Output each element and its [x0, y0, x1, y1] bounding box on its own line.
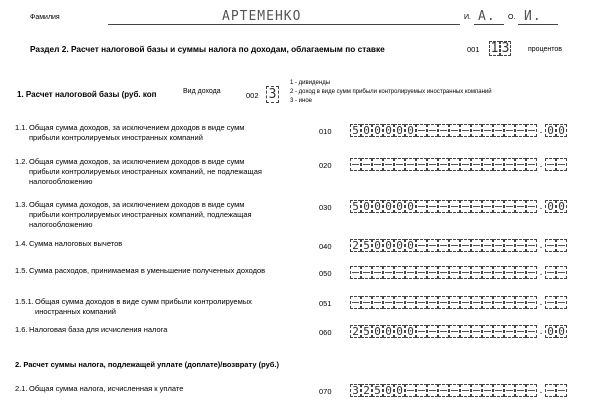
amount-empty-cell[interactable] — [471, 296, 482, 309]
rate-code: 001 — [467, 45, 480, 54]
amount-empty-cell[interactable] — [460, 158, 471, 171]
amount-digit[interactable]: 0 — [383, 200, 394, 213]
row-code: 030 — [319, 203, 332, 212]
amount-cells[interactable] — [350, 200, 567, 213]
income-type-option: 3 - иное — [290, 98, 313, 104]
amount-empty-cell[interactable] — [405, 384, 416, 397]
amount-empty-cell[interactable] — [526, 325, 537, 338]
amount-empty-cell[interactable] — [504, 325, 515, 338]
amount-empty-cell[interactable] — [526, 296, 537, 309]
amount-digit[interactable]: 5 — [372, 384, 383, 397]
amount-empty-cell[interactable] — [504, 200, 515, 213]
amount-digit[interactable]: 0 — [372, 239, 383, 252]
section2-title: Раздел 2. Расчет налоговой базы и суммы налога по доходам, облагаемым по ставке — [30, 44, 385, 54]
row-label: Сумма налоговых вычетов — [29, 239, 123, 248]
amount-empty-cell[interactable] — [350, 296, 361, 309]
amount-cells[interactable] — [350, 239, 567, 252]
amount-digit[interactable]: 2 — [350, 325, 361, 338]
amount-digit[interactable]: 0 — [372, 200, 383, 213]
amount-empty-cell[interactable] — [460, 384, 471, 397]
amount-empty-cell[interactable] — [515, 158, 526, 171]
amount-empty-cell[interactable] — [460, 200, 471, 213]
amount-cells[interactable] — [350, 266, 567, 279]
amount-empty-cell[interactable] — [350, 266, 361, 279]
amount-empty-cell[interactable] — [526, 158, 537, 171]
amount-empty-cell[interactable] — [515, 239, 526, 252]
amount-empty-cell[interactable] — [515, 384, 526, 397]
amount-digit[interactable]: 0 — [383, 384, 394, 397]
amount-empty-cell[interactable] — [504, 124, 515, 137]
amount-empty-cell[interactable] — [482, 384, 493, 397]
decimal-point: . — [539, 240, 543, 251]
amount-empty-cell[interactable] — [361, 296, 372, 309]
fraction-empty-cell[interactable] — [545, 384, 556, 397]
rate-cells[interactable] — [489, 41, 511, 56]
income-type-digit[interactable]: 3 — [266, 86, 279, 103]
amount-empty-cell[interactable] — [361, 158, 372, 171]
amount-digit[interactable]: 0 — [361, 124, 372, 137]
part1-title: 1. Расчет налоговой базы (руб. коп — [17, 90, 157, 99]
amount-empty-cell[interactable] — [471, 325, 482, 338]
fraction-digit[interactable]: 0 — [556, 200, 567, 213]
amount-empty-cell[interactable] — [460, 124, 471, 137]
fraction-digit[interactable]: 0 — [545, 200, 556, 213]
row-label: Общая сумма налога, исчисленная к уплате — [29, 384, 184, 393]
amount-digit[interactable]: 5 — [361, 239, 372, 252]
amount-empty-cell[interactable] — [361, 266, 372, 279]
amount-empty-cell[interactable] — [449, 384, 460, 397]
amount-digit[interactable]: 0 — [394, 200, 405, 213]
fraction-digit[interactable]: 0 — [545, 124, 556, 137]
amount-empty-cell[interactable] — [394, 266, 405, 279]
row-label: Общая сумма доходов, за исключением доходов в виде сумм прибыли контролируемых иностранных компаний, подлежащая налогообложению — [29, 200, 252, 229]
amount-empty-cell[interactable] — [504, 158, 515, 171]
amount-digit[interactable]: 5 — [350, 200, 361, 213]
row-label: Общая сумма доходов, за исключением доходов в виде сумм прибыли контролируемых иностранных компаний — [29, 123, 245, 142]
row-number: 1.3. — [15, 200, 28, 209]
row-code: 070 — [319, 387, 332, 396]
fraction-empty-cell[interactable] — [556, 384, 567, 397]
row-number: 1.6. — [15, 325, 28, 334]
amount-empty-cell[interactable] — [493, 266, 504, 279]
amount-empty-cell[interactable] — [416, 124, 427, 137]
amount-empty-cell[interactable] — [438, 124, 449, 137]
amount-empty-cell[interactable] — [471, 239, 482, 252]
amount-digit[interactable]: 0 — [394, 384, 405, 397]
income-type-label: Вид дохода — [183, 88, 221, 95]
row-code: 050 — [319, 269, 332, 278]
amount-empty-cell[interactable] — [438, 158, 449, 171]
amount-empty-cell[interactable] — [449, 239, 460, 252]
rate-unit: процентов — [528, 46, 563, 53]
amount-cells[interactable] — [350, 158, 567, 171]
amount-empty-cell[interactable] — [526, 200, 537, 213]
fraction-empty-cell[interactable] — [556, 239, 567, 252]
amount-empty-cell[interactable] — [493, 200, 504, 213]
amount-empty-cell[interactable] — [383, 266, 394, 279]
row-number: 2.1. — [15, 384, 28, 393]
amount-empty-cell[interactable] — [394, 296, 405, 309]
amount-empty-cell[interactable] — [438, 239, 449, 252]
amount-empty-cell[interactable] — [515, 266, 526, 279]
amount-empty-cell[interactable] — [405, 158, 416, 171]
initial-name-label: И. — [464, 14, 471, 21]
amount-empty-cell[interactable] — [493, 384, 504, 397]
amount-empty-cell[interactable] — [493, 325, 504, 338]
surname-value[interactable]: АРТЕМЕНКО — [222, 9, 302, 24]
income-type-options — [290, 79, 492, 106]
amount-empty-cell[interactable] — [405, 266, 416, 279]
row-number: 1.4. — [15, 239, 28, 248]
amount-empty-cell[interactable] — [416, 384, 427, 397]
amount-digit[interactable]: 2 — [350, 239, 361, 252]
amount-empty-cell[interactable] — [383, 158, 394, 171]
amount-empty-cell[interactable] — [493, 296, 504, 309]
amount-digit[interactable]: 0 — [405, 200, 416, 213]
amount-empty-cell[interactable] — [438, 384, 449, 397]
amount-digit[interactable]: 0 — [361, 200, 372, 213]
amount-empty-cell[interactable] — [504, 266, 515, 279]
rate-digit[interactable]: 1 — [490, 41, 499, 56]
amount-empty-cell[interactable] — [515, 200, 526, 213]
surname-label: Фамилия — [30, 14, 60, 21]
initial-patronymic-value[interactable]: И. — [524, 9, 542, 24]
amount-digit[interactable]: 2 — [361, 384, 372, 397]
decimal-point: . — [539, 267, 543, 278]
amount-empty-cell[interactable] — [350, 158, 361, 171]
amount-empty-cell[interactable] — [482, 200, 493, 213]
amount-empty-cell[interactable] — [427, 200, 438, 213]
row-number: 1.5.1. — [15, 297, 34, 306]
amount-empty-cell[interactable] — [416, 239, 427, 252]
amount-digit[interactable]: 5 — [361, 325, 372, 338]
part2-title: 2. Расчет суммы налога, подлежащей уплате (доплате)/возврату (руб.) — [15, 360, 279, 369]
fraction-digit[interactable]: 0 — [545, 325, 556, 338]
row-label: Сумма расходов, принимаемая в уменьшение полученных доходов — [29, 266, 266, 275]
income-type-option: 2 - доход в виде сумм прибыли контролируемых иностранных компаний — [290, 89, 492, 95]
decimal-point: . — [539, 326, 543, 337]
decimal-point: . — [539, 159, 543, 170]
fraction-empty-cell[interactable] — [545, 266, 556, 279]
amount-empty-cell[interactable] — [482, 158, 493, 171]
amount-empty-cell[interactable] — [493, 158, 504, 171]
amount-empty-cell[interactable] — [482, 296, 493, 309]
amount-empty-cell[interactable] — [471, 158, 482, 171]
row-label: Общая сумма доходов в виде сумм прибыли контролируемых иностранных компаний — [35, 297, 252, 316]
amount-empty-cell[interactable] — [449, 266, 460, 279]
amount-empty-cell[interactable] — [460, 325, 471, 338]
amount-empty-cell[interactable] — [449, 124, 460, 137]
amount-digit[interactable]: 0 — [394, 325, 405, 338]
amount-empty-cell[interactable] — [438, 325, 449, 338]
amount-empty-cell[interactable] — [471, 200, 482, 213]
amount-empty-cell[interactable] — [471, 266, 482, 279]
amount-empty-cell[interactable] — [526, 266, 537, 279]
amount-empty-cell[interactable] — [416, 266, 427, 279]
amount-empty-cell[interactable] — [427, 266, 438, 279]
fraction-empty-cell[interactable] — [556, 296, 567, 309]
decimal-point: . — [539, 297, 543, 308]
amount-empty-cell[interactable] — [482, 239, 493, 252]
income-type-code: 002 — [246, 91, 259, 100]
initial-patronymic-underline — [518, 24, 558, 25]
decimal-point: . — [539, 125, 543, 136]
amount-empty-cell[interactable] — [515, 296, 526, 309]
amount-empty-cell[interactable] — [526, 239, 537, 252]
amount-digit[interactable]: 0 — [394, 239, 405, 252]
row-number: 1.5. — [15, 266, 28, 275]
amount-digit[interactable]: 0 — [405, 325, 416, 338]
amount-digit[interactable]: 5 — [350, 124, 361, 137]
amount-empty-cell[interactable] — [460, 239, 471, 252]
amount-empty-cell[interactable] — [427, 239, 438, 252]
amount-cells[interactable] — [350, 325, 567, 338]
amount-digit[interactable]: 0 — [383, 325, 394, 338]
initial-name-value[interactable]: А. — [478, 9, 496, 24]
amount-digit[interactable]: 3 — [350, 384, 361, 397]
amount-digit[interactable]: 0 — [405, 124, 416, 137]
row-code: 020 — [319, 161, 332, 170]
amount-empty-cell[interactable] — [526, 124, 537, 137]
amount-empty-cell[interactable] — [504, 384, 515, 397]
row-label: Общая сумма доходов, за исключением доходов в виде сумм прибыли контролируемых иностранных компаний, не подлежащая налогообложению — [29, 157, 262, 186]
fraction-empty-cell[interactable] — [545, 158, 556, 171]
amount-empty-cell[interactable] — [405, 296, 416, 309]
amount-empty-cell[interactable] — [416, 325, 427, 338]
amount-digit[interactable]: 0 — [405, 239, 416, 252]
amount-empty-cell[interactable] — [482, 124, 493, 137]
amount-empty-cell[interactable] — [427, 158, 438, 171]
fraction-digit[interactable]: 0 — [556, 325, 567, 338]
amount-empty-cell[interactable] — [471, 124, 482, 137]
amount-cells[interactable] — [350, 384, 567, 397]
amount-empty-cell[interactable] — [526, 384, 537, 397]
amount-empty-cell[interactable] — [449, 325, 460, 338]
initial-patronymic-label: О. — [508, 14, 516, 21]
row-label: Налоговая база для исчисления налога — [29, 325, 168, 334]
amount-empty-cell[interactable] — [427, 296, 438, 309]
amount-empty-cell[interactable] — [416, 200, 427, 213]
amount-empty-cell[interactable] — [471, 384, 482, 397]
amount-empty-cell[interactable] — [482, 266, 493, 279]
amount-empty-cell[interactable] — [372, 266, 383, 279]
amount-empty-cell[interactable] — [383, 296, 394, 309]
amount-empty-cell[interactable] — [372, 158, 383, 171]
amount-empty-cell[interactable] — [449, 200, 460, 213]
row-code: 010 — [319, 127, 332, 136]
amount-empty-cell[interactable] — [427, 384, 438, 397]
surname-underline — [108, 24, 460, 25]
row-code: 060 — [319, 328, 332, 337]
row-code: 051 — [319, 299, 332, 308]
amount-cells[interactable] — [350, 124, 567, 137]
amount-digit[interactable]: 0 — [372, 124, 383, 137]
income-type-option: 1 - дивиденды — [290, 80, 331, 86]
amount-empty-cell[interactable] — [449, 296, 460, 309]
row-number: 1.2. — [15, 157, 28, 166]
amount-empty-cell[interactable] — [416, 158, 427, 171]
amount-digit[interactable]: 0 — [372, 325, 383, 338]
fraction-empty-cell[interactable] — [545, 239, 556, 252]
amount-digit[interactable]: 0 — [383, 124, 394, 137]
amount-empty-cell[interactable] — [482, 325, 493, 338]
fraction-empty-cell[interactable] — [556, 266, 567, 279]
amount-empty-cell[interactable] — [438, 200, 449, 213]
amount-cells[interactable] — [350, 296, 567, 309]
amount-empty-cell[interactable] — [515, 124, 526, 137]
amount-empty-cell[interactable] — [493, 124, 504, 137]
income-type-cells[interactable] — [266, 86, 279, 103]
amount-empty-cell[interactable] — [394, 158, 405, 171]
row-code: 040 — [319, 242, 332, 251]
initial-name-underline — [474, 24, 504, 25]
fraction-empty-cell[interactable] — [556, 158, 567, 171]
decimal-point: . — [539, 201, 543, 212]
amount-empty-cell[interactable] — [460, 296, 471, 309]
amount-empty-cell[interactable] — [438, 296, 449, 309]
row-number: 1.1. — [15, 123, 28, 132]
decimal-point: . — [539, 385, 543, 396]
amount-empty-cell[interactable] — [493, 239, 504, 252]
amount-digit[interactable]: 0 — [394, 124, 405, 137]
amount-empty-cell[interactable] — [416, 296, 427, 309]
rate-digit[interactable]: 3 — [501, 41, 510, 56]
amount-empty-cell[interactable] — [515, 325, 526, 338]
amount-empty-cell[interactable] — [449, 158, 460, 171]
amount-empty-cell[interactable] — [460, 266, 471, 279]
amount-empty-cell[interactable] — [427, 325, 438, 338]
fraction-empty-cell[interactable] — [545, 296, 556, 309]
fraction-digit[interactable]: 0 — [556, 124, 567, 137]
amount-empty-cell[interactable] — [504, 296, 515, 309]
amount-empty-cell[interactable] — [438, 266, 449, 279]
amount-empty-cell[interactable] — [372, 296, 383, 309]
amount-empty-cell[interactable] — [504, 239, 515, 252]
amount-digit[interactable]: 0 — [383, 239, 394, 252]
amount-empty-cell[interactable] — [427, 124, 438, 137]
